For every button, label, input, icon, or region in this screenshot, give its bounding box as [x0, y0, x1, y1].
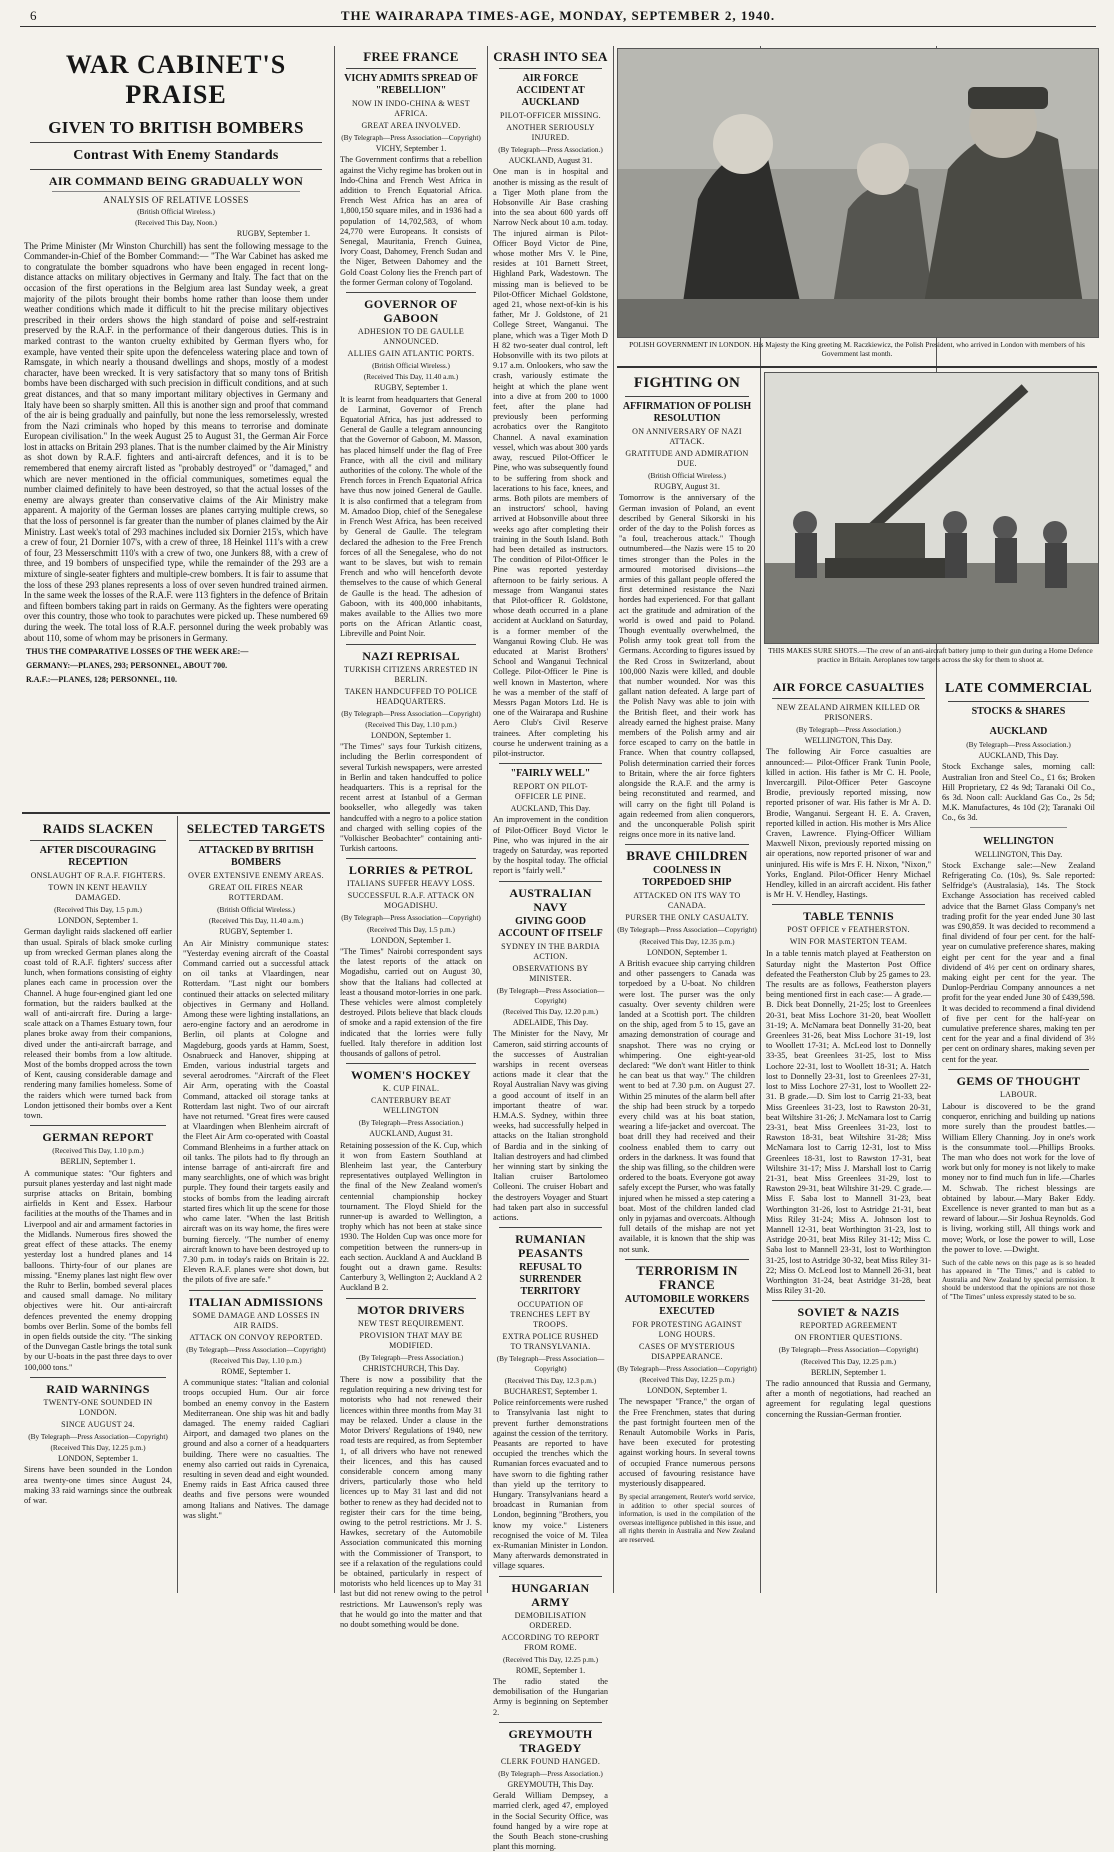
headline: RUMANIAN PEASANTS — [515, 1232, 586, 1261]
divider — [617, 366, 1097, 368]
subheadline: TWENTY-ONE SOUNDED IN LONDON. — [43, 1397, 153, 1417]
subheadline: SINCE AUGUST 24. — [61, 1419, 135, 1429]
received-line: (Received This Day, 1.10 p.m.) — [365, 719, 457, 729]
article-body: A communique states: "Our fighters and pursuit planes yesterday and last night made surprise attacks on Britain, bombing airfields in Kent and Essex. Harbour facilities at the mouths of the Thames and in Liverpool and air and armament factories in the Midlands. Numerous fires showed the great effect of these attacks. The enemy yesterday lost a hundred planes and 14 balloons. Thirty-four of our planes are missing. "Enemy planes last night flew over the Ruhr to Berlin, bombed several places and caused small damage. No military objectives were hit. Our anti-aircraft defences prevented the enemy dropping bombs over Berlin. Some of the bombs fell in open fields outside the city. "The sinking of the Dunvegan Castle brings the total sunk by our U-boats in the past three days to over 100,000 tons." — [24, 1168, 172, 1372]
article-body: The Minister for the Navy, Mr Cameron, said stirring accounts of the successes of Australian warships in recent overseas actions made it clear that the Royal Australian Navy was giving a good account of itself in an important theatre of war. H.M.A.S. Sydney, within three weeks, had successfully helped in attacks on the Italian stronghold of Bardia and in the sinking of Italian destroyers and had climbed her winning start by sinking the Italian cruiser Bartolomeo Colleoni. The cruiser Hobart and the destroyers Voyager and Stuart had taken part also in successful actions. — [493, 1029, 608, 1223]
photo-anti-aircraft-battery — [764, 372, 1099, 644]
headline: GERMAN REPORT — [42, 1130, 154, 1145]
source-line: (By Telegraph—Press Association—Copyright) — [778, 1345, 919, 1355]
column-rule — [177, 816, 178, 1593]
headline: NAZI REPRISAL — [362, 648, 460, 663]
column-rule — [613, 46, 614, 1593]
headline: LATE COMMERCIAL — [945, 681, 1092, 696]
photo-polish-government-image — [618, 49, 1098, 337]
subheadline: LABOUR. — [1000, 1089, 1037, 1099]
masthead: THE WAIRARAPA TIMES-AGE, MONDAY, SEPTEMBER 2, 1940. — [340, 8, 776, 23]
subheadline: AFFIRMATION OF POLISH RESOLUTION — [622, 401, 752, 424]
article-body: One man is in hospital and another is missing as the result of a Tiger Moth plane from the Hobsonville Air Base crashing into the sea about 600 yards off Narrow Neck about 10 a.m. today. The injured airman is Pilot-Officer Boyd Victor de Pine, whose mother Mrs V. le Pine, resides at 101 Barnett Street, Highland Park, Wadestown. The missing man is believed to be Pilot-Officer Michael Goldstone, aged 21, whose next-of-kin is his father, Mr J. Goldstone, of 21 College Street, Wanganui. The plane, which was a Tiger Moth D H 82 two-seater dual control, left Hobsonville with its two pilots at 9.17 a.m. Onlookers, who saw the crash, variously estimate the height at which the plane went into a dive at from 200 to 1000 feet, after the plane had previously been performing acrobatics over the Rangitoto Channel. A naval examination vessel, which was about 300 yards away, rescued Pilot-Officer le Pine, who was subsequently found to be suffering from shock and lacerations to his face, knees, and arms. Both pilots are members of an instructors' school, having arrived at Hobsonville about three weeks ago after completing their training in the South Island. Both had been detailed as instructors. The condition of Pilot-Officer le Pine was reported yesterday afternoon to be fairly serious. A message from Wanganui states that Pilot-officer R. Goldstone, whose death occurred in a plane accident at Auckland on Saturday, is a former member of the Wanganui Rowing Club. He was educated at Marist Brothers' School and Wanganui Technical College. Pilot-Officer le Pine is well known in Masterton, where he was a member of the staff of Messrs Pagan Motors Ltd. He is one of the Wairarapa and Rushine Aero Club's Civil Reserve trainees. After completing his course he underwent training as a pilot-instructor. — [493, 167, 608, 758]
headline: CRASH INTO SEA — [493, 49, 608, 64]
headline: GOVERNOR OF GABOON — [364, 297, 458, 326]
source-line: (By Telegraph—Press Association—Copyright) — [341, 133, 481, 142]
subheadline: GIVING GOOD ACCOUNT OF ITSELF — [498, 915, 603, 939]
subheadline: ON FRONTIER QUESTIONS. — [794, 1333, 903, 1343]
source-line: (British Official Wireless.) — [372, 361, 450, 371]
source-line: (By Telegraph—Press Association—Copyright) — [186, 1344, 326, 1354]
headline: AUSTRALIAN NAVY — [509, 885, 592, 914]
stats-raf: R.A.F.:—PLANES, 128; PERSONNEL, 110. — [26, 675, 178, 685]
dateline: CHRISTCHURCH, This Day. — [362, 1363, 460, 1373]
source-line: (By Telegraph—Press Association—Copyright) — [617, 925, 757, 935]
article-body: The radio announced that Russia and Germany, after a month of negotiations, had reached an agreement for regulating legal questions concerning the Russian-German frontier. — [766, 1378, 931, 1419]
subheadline: ATTACKED BY BRITISH BOMBERS — [198, 845, 314, 868]
subheadline: TOWN IN KENT HEAVILY DAMAGED. — [48, 883, 148, 902]
subheadline: ALLIES GAIN ATLANTIC PORTS. — [347, 349, 475, 359]
footnote: By special arrangement, Reuter's world service, in addition to other special sources of information, is used in the compilation of the overseas intelligence published in this issue, and all rights therein in Australia and New Zealand are reserved. — [619, 1493, 755, 1544]
subheadline: STOCKS & SHARES — [971, 706, 1066, 717]
received-line: (Received This Day, 11.40 a.m.) — [208, 916, 304, 926]
dateline: LONDON, September 1. — [371, 935, 451, 945]
headline: HUNGARIAN ARMY — [511, 1580, 590, 1609]
dateline: RUGBY, September 1. — [374, 383, 448, 393]
subheadline: AIR COMMAND BEING GRADUALLY WON — [48, 174, 304, 188]
dateline: RUGBY, August 31. — [654, 482, 720, 492]
subheadline: OVER EXTENSIVE ENEMY AREAS. — [188, 871, 324, 880]
dateline: AUCKLAND, August 31. — [508, 156, 593, 166]
subheadline: ANALYSIS OF RELATIVE LOSSES — [103, 195, 249, 205]
dateline: LONDON, September 1. — [371, 730, 451, 740]
source-line: (By Telegraph—Press Association—Copyright) — [496, 985, 605, 1005]
received-line: (Received This Day, 1.10 p.m.) — [210, 1355, 302, 1365]
article-body: The Government confirms that a rebellion against the Vichy regime has broken out in Indo-China and French West Africa in addition to French Equatorial Africa. French West Africa has an area of 1,800,150 square miles, and in 1936 had a population of 14,702,583, of whom 24,770 were Europeans. It consists of Senegal, Mauritania, French Guinea, Ivory Coast, Dahomey, French Sudan and the Niger, Between Dahomey and the Gold Coast Colony lies the French part of the former German colony of Togoland. — [340, 155, 482, 287]
masthead-bar — [20, 6, 1096, 27]
article-body: It is learnt from headquarters that General de Larminat, Governor of French Equatorial Africa, has just addressed to General de Gaulle a telegram announcing that the Governor of Gaboon, M. Masson, has placed himself under the flag of Free France, with all the civil and military authorities of the colony. The whole of the French forces in French Equatorial Africa have thus now joined General de Gaulle. It is also confirmed that a telegram from M. Amadoo Diop, chief of the Senegalese in French West Africa, has been received by General de Gaulle. The telegram declared the adhesion to the Free French forces of all the Senegalese, who do not want to be slaves, but wish to remain French and who will henceforth devote themselves to the cause of which General de Gaulle is the head. The adhesion of Gaboon, with its 400,000 inhabitants, makes available to the Allies two more ports on the African Atlantic coast, Libreville and Point Noir. — [340, 394, 482, 639]
column-1b — [181, 818, 331, 1595]
subheadline: REPORT ON PILOT-OFFICER LE PINE. — [513, 782, 588, 802]
subheadline: NEW ZEALAND AIRMEN KILLED OR PRISONERS. — [776, 703, 921, 722]
dateline: LONDON, September 1. — [58, 916, 138, 926]
subheadline: ITALIANS SUFFER HEAVY LOSS. — [347, 879, 475, 889]
dateline: BUCHAREST, September 1. — [503, 1386, 598, 1396]
divider — [22, 812, 330, 814]
subheadline: OBSERVATIONS BY MINISTER. — [512, 963, 589, 983]
dateline: AUCKLAND, August 31. — [369, 1129, 453, 1139]
received-line: (Received This Day, 12.25 p.m.) — [502, 1654, 599, 1664]
article-body: The radio stated the demobilisation of the Hungarian Army is beginning on September 2. — [493, 1676, 608, 1717]
dateline: GREYMOUTH, This Day. — [507, 1779, 594, 1789]
dateline: ROME, September 1. — [221, 1366, 291, 1376]
article-body: An Air Ministry communique states: "Yesterday evening aircraft of the Coastal Command carried out a successful attack on oil tanks at Vlaardingen, near Rotterdam. "Last night our bombers continued their attacks on selected military objectives in Germany and Holland. Among these were lighting installations, an aero-engine factory and an aerodrome in Berlin, oil plants at Cologne and Magdeburg, goods yards at Hamm, Soest, Osnabrueck and Hanover, shipping at Emden, various industrial targets and several aerodromes. "Aircraft of the Fleet Air Arm, operating with the Coastal Command, attacked oil storage tanks at Rotterdam last night. Two of our aircraft have not returned. "Great fires were caused at Vlaardingen when Blenheim aircraft of the Fleet Air Arm co-operated with Coastal Command Blenheims in a further attack on oil tanks. The pilots had to fly through an intense barrage of anti-aircraft fire and many searchlights, one of which was bright purple. They found their targets easily and stocks of bombs from the leading aircraft started fires which lit up the scene for those who came later. "When the last British aircraft was on its way home, the fires were burning fiercely. "The number of enemy aircraft known to have been destroyed up to 7.30 p.m. in today's raids on Britain is 22. Eleven R.A.F. planes were shot down, but the pilots of five are safe." — [183, 938, 329, 1285]
subheadline: CANTERBURY BEAT WELLINGTON — [371, 1096, 451, 1116]
subheadline: ANOTHER SERIOUSLY INJURED. — [506, 123, 595, 142]
stats-germany: GERMANY:—PLANES, 293; PERSONNEL, ABOUT 700. — [26, 661, 228, 671]
subheadline: COOLNESS IN TORPEDOED SHIP — [642, 865, 732, 889]
dateline: AUCKLAND, This Day. — [978, 751, 1059, 761]
column-4 — [617, 370, 757, 1595]
received-line: (Received This Day, 11.40 a.m.) — [363, 372, 459, 382]
source-line: (By Telegraph—Press Association.) — [966, 740, 1071, 749]
article-body: German daylight raids slackened off earlier than usual. Spirals of black smoke curling up from wrecked German planes along the coast told of R.A.F. fighters' success after lunch, when formations consisting of eighty planes each came in procession over the Channel. A huge four-engined giant led one formation, but the raiders baulked at the wall of anti-aircraft fire. During a large-scale attack on a Thames Estuary town, four planes broke away from their companions, dived under the anti-aircraft barrage, and released their bombs from a low altitude. Most of the bombs dropped across the town of Kent, causing considerable damage and rendering many families homeless. Some of the raiders which were turned back from London jettisoned their bombs over a Kent town. — [24, 927, 172, 1121]
dateline: LONDON, September 1. — [647, 947, 727, 957]
subheadline: PILOT-OFFICER MISSING. — [500, 111, 601, 120]
subheadline: DEMOBILISATION ORDERED. — [514, 1610, 587, 1630]
source-line: (By Telegraph—Press Association.) — [358, 1118, 464, 1128]
dateline: LONDON, September 1. — [58, 1454, 138, 1464]
article-body: A British evacuee ship carrying children and other passengers to Canada was torpedoed by a U-boat. No children were lost. The purser was the only casualty. Over seventy children were landed at a Scottish port. The children on the ship, aged from 5 to 15, gave an amazing demonstration of courage and snapshot. There was no crying or whimpering. One eight-year-old declared: "We don't want Hitler to think he can beat us that way." The children went to bed at 7.30 p.m. on August 27. Within 25 minutes of the alarm bell after the ship had been struck by a torpedo every child was at his boat station, wearing a life-jacket and overcoat. The boat drill they had received and their coolness enabled them to carry out orders in the darkness. It was found that the ship was filling, so the children were ordered to the boats. Everyone got away safely except the Purser, who was fatally injured when he missed a step catering a boat. Most of the children landed clad only in pyjamas and overcoats. Although full details of the mishap are not yet available, it is known that the ship was not sunk. — [619, 958, 755, 1254]
article-body: Stock Exchange sales, morning call: Australian Iron and Steel Co., £1 6s; Broken Hill Proprietary, £2 4s 9d; Taranaki Oil Co., 6s 3d. Noon call: Auckland Gas Co., 2s 5d; M.K. Manufactures, 4s 10d (2); Taranaki Oil Co., 6s 3d. — [942, 762, 1095, 823]
headline: ITALIAN ADMISSIONS — [188, 1294, 324, 1309]
source-line: (By Telegraph—Press Association—Copyright) — [341, 913, 481, 923]
headline: TABLE TENNIS — [803, 909, 894, 924]
article-body: Sirens have been sounded in the London area twenty-one times since August 24, making 33 raid warnings since the outbreak of war. — [24, 1465, 172, 1505]
subheadline: TURKISH CITIZENS ARRESTED IN BERLIN. — [344, 664, 478, 684]
column-2 — [338, 46, 484, 1629]
dateline: RUGBY, September 1. — [236, 229, 310, 239]
article-body: A communique states: "Italian and colonial troops occupied Hum. Our air force bombed an enemy convoy in the Eastern Mediterranean. One ship was hit and badly damaged. The enemy raided Cagliari Airport, and damaged two planes on the ground and also a corner of a headquarters building. There were no casualties. The enemy also carried out raids in Cyrenaica, resulting in seven dead and eight wounded. Enemy raids in East Africa caused three deaths and five persons were wounded among Italians and Natives. The damage was slight." — [183, 1378, 329, 1520]
subheadline-auckland: AUCKLAND — [989, 726, 1048, 737]
headline: "FAIRLY WELL" — [510, 768, 591, 780]
subheadline: GRATITUDE AND ADMIRATION DUE. — [625, 449, 749, 468]
subheadline: Contrast With Enemy Standards — [73, 148, 279, 163]
subheadline: FOR PROTESTING AGAINST LONG HOURS. — [632, 1319, 742, 1339]
subheadline: SUCCESSFUL R.A.F. ATTACK ON MOGADISHU. — [347, 891, 475, 911]
column-1a — [22, 818, 174, 1595]
subheadline: EXTRA POLICE RUSHED TO TRANSYLVANIA. — [502, 1332, 599, 1352]
subheadline: POST OFFICE v FEATHERSTON. — [787, 925, 910, 935]
article-body: Stock Exchange sale:—New Zealand Refrigerating Co. (10s), 9s. Sale reported: Selfridge's (Australasia), 14s. The Stock Exchange Association has received cabled advice that the Barnet Glass Company's net trading profit for the year ended June 30 last was £90,859. It was decided to recommend a final dividend of four per cent. for the half-year on cumulative preference shares, making eight per cent for the year and a final dividend of 4½ per cent on ordinary shares, making eight per cent for the year. The Dunlop-Perdriau Company announces a net profit for the year ended June 30 of £439,598. It was decided to recommend a final dividend of five per cent for the half-year on cumulative preference shares, making ten per cent for the year and a final dividend of 3½ per cent on ordinary shares, making seven per cent for the year. — [942, 860, 1095, 1064]
photo-caption: THIS MAKES SURE SHOTS.—The crew of an anti-aircraft battery jump to their gun during a Home Defence practice in Britain. Aeroplanes tow targets across the sky for them to shoot at. — [768, 646, 1093, 664]
source-line: (By Telegraph—Press Association.) — [796, 725, 901, 734]
received-line: (Received This Day, 1.5 p.m.) — [367, 924, 455, 934]
subheadline: AFTER DISCOURAGING RECEPTION — [39, 845, 157, 868]
subheadline: AUTOMOBILE WORKERS EXECUTED — [624, 1293, 750, 1317]
headline: AIR FORCE CASUALTIES — [772, 680, 925, 694]
headline: GEMS OF THOUGHT — [956, 1073, 1081, 1088]
headline: RAID WARNINGS — [46, 1381, 150, 1396]
received-line: (Received This Day, 12.35 p.m.) — [639, 936, 735, 946]
article-body: "The Times" says four Turkish citizens, including the Berlin correspondent of several Turkish newspapers, were arrested in Berlin and taken handcuffed to police headquarters. This is a reprisal for the recent arrest at Istanbul of a German bookseller, who allegedly was taken handcuffed with a negro to a police station and charged with selling copies of the "Volkischer Beobachter" containing anti-Turkish cartoons. — [340, 742, 482, 854]
dateline: AUCKLAND, This Day. — [510, 804, 591, 814]
subheadline: AIR FORCE ACCIDENT AT AUCKLAND — [516, 73, 585, 108]
source-line: (By Telegraph—Press Association—Copyright) — [28, 1431, 168, 1441]
headline: LORRIES & PETROL — [348, 863, 474, 878]
photo-caption: POLISH GOVERNMENT IN LONDON. His Majesty the King greeting M. Raczkiewicz, the Polish President, who arrived in London with members of his Government last month. — [629, 340, 1085, 358]
page-number: 6 — [30, 8, 38, 23]
subheadline: WIN FOR MASTERTON TEAM. — [789, 937, 908, 947]
photo-polish-government — [617, 48, 1099, 338]
dateline: ADELAIDE, This Day. — [512, 1018, 589, 1028]
subheadline: CASES OF MYSTERIOUS DISAPPEARANCE. — [639, 1341, 735, 1361]
column-6 — [940, 676, 1097, 1595]
article-body: Retaining possession of the K. Cup, which it won from Eastern Southland at Blenheim last year, the Canterbury representatives outplayed Wellington in the final of the New Zealand women's centennial championship hockey tournament. The Floyd Shield for the runner-up is awarded to Wellington, a trophy which has not been at stake since 1930. The Holden Cup was once more for competition between the runners-up in each section. Auckland A and Auckland B fought out a drawn game. Results: Canterbury 3, Wellington 2; Auckland A 2 Auckland B 2. — [340, 1140, 482, 1293]
headline: TERRORISM IN FRANCE — [636, 1262, 738, 1292]
dateline: ROME, September 1. — [515, 1665, 586, 1675]
received-line: (Received This Day, 12.3 p.m.) — [504, 1375, 597, 1385]
subheadline: ATTACK ON CONVOY REPORTED. — [189, 1332, 323, 1342]
received-line: (Received This Day, 1.10 p.m.) — [52, 1146, 144, 1156]
received-line: (Received This Day, Noon.) — [135, 218, 217, 228]
source-line: (By Telegraph—Press Association.) — [358, 1352, 464, 1362]
subheadline: ATTACKED ON ITS WAY TO CANADA. — [633, 891, 741, 911]
dateline: BERLIN, September 1. — [810, 1367, 887, 1377]
dateline: VICHY, September 1. — [375, 144, 447, 154]
source-line: (By Telegraph—Press Association—Copyright) — [617, 1363, 757, 1373]
received-line: (Received This Day, 12.20 p.m.) — [502, 1007, 599, 1017]
subheadline: SYDNEY IN THE BARDIA ACTION. — [501, 941, 600, 961]
headline: SOVIET & NAZIS — [797, 1305, 900, 1320]
column-5 — [764, 676, 933, 1595]
headline: FIGHTING ON — [633, 375, 741, 391]
dateline: WELLINGTON, This Day. — [974, 849, 1063, 859]
headline: WAR CABINET'S PRAISE — [65, 50, 287, 109]
article-body: The Prime Minister (Mr Winston Churchill) has sent the following message to the Commander-in-Chief of the Bomber Command:— "The War Cabinet has asked me to congratulate the bomber squadrons who have been engaged in recent long-distance attacks on military objectives in Germany and Italy. The fact that on the occasion of the first operations in the Belgium area last Sunday week, a great majority of the pilots brought their bombs home rather than loose them under weather conditions which made it difficult to hit the precise military objectives prescribed in their orders shows the high standard of poise and self-restraint preserved by the R.A.F. in the performance of their dangerous duties. This is in marked contrast to the wanton cruelty exhibited by German flyers who, for example, have vented their spite upon the defenceless watering place and town of Ramsgate, in which nearly a thousand dwellings and shops, mostly of a modest character, have been wrecked. It is very satisfactory that so many tons of British bombs have been discharged with such precision in difficult conditions, and at such great distances, and that so many important military objectives in Germany and Italy have been so sharply smitten. All this is another sign and proof that command of the air is being gradually and painfully, but none the less remorselessly, wrested from the Nazi criminals who hoped by this means to terrorise and dominate European civilisation." In the week August 25 to August 31, the German Air Force lost in attacks on Britain 293 planes. That is the number claimed by the Air Ministry as shot down by R.A.F. fighters and anti-aircraft defences, and it is to be remembered that enemy aircraft listed as "probably destroyed" or "damaged," and which are never mentioned in the official communiques, sometimes equal the number claimed definitely to have been destroyed, so that the actual losses of the enemy are always greater than conservative claims of the Air Ministry make apparent. A majority of the German losses are planes carrying multiple crews, so that the loss of personnel is far greater than the number of planes claimed by the Air Ministry. Last week's total of 293 machines included six Dornier 215's, which have a crew of four, 21 Dornier 107's, with a crew of three, 18 Heinkel 111's with a crew of four, 23 Messerschmitt 110's with a crew of two, one Junkers 88, with a crew of three, and 19 bombers of unspecified type, while the remainder of the 293 are a mixture of single-seater fighters and multiple-crew bombers. It is fair to assume that the loss of these 293 planes represents a loss of over seven hundred trained airmen. In the same week the losses of the R.A.F. were 113 fighters in the defence of Britain and fifteen bombers taking part in raids on Germany. As the fighters were operating over this country, those who took to parachutes were picked up. These numbered 69 during the week. The total loss of R.A.F. personnel during the week probably was about 110, some of whom may be prisoners in Germany. — [24, 240, 328, 643]
source-line: (British Official Wireless.) — [217, 905, 295, 914]
headline: BRAVE CHILDREN — [626, 848, 748, 864]
subheadline: GREAT OIL FIRES NEAR ROTTERDAM. — [208, 883, 304, 902]
subheadline: ON ANNIVERSARY OF NAZI ATTACK. — [632, 427, 742, 446]
headline: GREYMOUTH TRAGEDY — [508, 1726, 593, 1755]
received-line: (Received This Day, 12.25 p.m.) — [800, 1356, 897, 1366]
subheadline: ADHESION TO DE GAULLE ANNOUNCED. — [357, 327, 465, 347]
subheadline: CLERK FOUND HANGED. — [500, 1756, 601, 1766]
headline: MOTOR DRIVERS — [357, 1302, 465, 1317]
received-line: (Received This Day, 12.25 p.m.) — [50, 1442, 146, 1452]
headline: FREE FRANCE — [363, 49, 459, 64]
source-line: (British Official Wireless.) — [137, 207, 215, 216]
article-war-cabinet — [22, 50, 330, 810]
subheadline: GREAT AREA INVOLVED. — [361, 121, 461, 130]
subheadline: VICHY ADMITS SPREAD OF "REBELLION" — [344, 73, 478, 96]
subheadline: REFUSAL TO SURRENDER TERRITORY — [519, 1262, 582, 1298]
dateline: BERLIN, September 1. — [60, 1157, 136, 1167]
headline: RAIDS SLACKEN — [42, 821, 154, 836]
subheadline-wellington: WELLINGTON — [983, 835, 1054, 847]
dateline: RUGBY, September 1. — [219, 927, 293, 937]
stats-title: THUS THE COMPARATIVE LOSSES OF THE WEEK ARE:— — [26, 647, 249, 657]
article-body: "The Times" Nairobi correspondent says the latest reports of the attack on Mogadishu, carried out on August 30, show that the Italians had collected at least a thousand motor-lorries in one park. These vehicles were almost completely destroyed. Pilots believe that black clouds of smoke and a rapid extension of the fire indicated that the lorries were fully fuelled. Italy therefore in addition lost thousands of gallons of petrol. — [340, 946, 482, 1059]
footnote: Such of the cable news on this page as is so headed has appeared in "The Times," and is cabled to Australia and New Zealand by special permission. It should be understood that the opinions are not those of "The Times" unless expressly stated to be so. — [942, 1258, 1095, 1301]
subheadline: ONSLAUGHT OF R.A.F. FIGHTERS. — [30, 871, 166, 880]
subheadline: NEW TEST REQUIREMENT. — [358, 1318, 464, 1328]
subheadline: NOW IN INDO-CHINA & WEST AFRICA. — [351, 99, 470, 118]
article-body: Police reinforcements were rushed to Transylvania last night to prevent further demonstrations against the cession of the territory. Peasants are reported to have occupied the trenches which the Rumanian forces evacuated and to have sworn to die fighting rather than yield up the territory to Hungary. Transylvanians heard a broadcast in Rumanian from London, beginning "Brothers, you know my voice." Listeners recognised the voice of M. Tilea ex-Rumanian Minister in London. Many afterwards demonstrated in village squares. — [493, 1398, 608, 1571]
received-line: (Received This Day, 1.5 p.m.) — [54, 905, 142, 914]
dateline: LONDON, September 1. — [647, 1386, 727, 1396]
column-3 — [491, 46, 610, 1852]
headline: SELECTED TARGETS — [186, 821, 326, 836]
article-body: Gerald William Dempsey, a married clerk, aged 47, employed in the Social Security Office, was found hanged by a wire rope at the South Beach stone-crushing plant this morning. — [493, 1791, 608, 1852]
subheadline: GIVEN TO BRITISH BOMBERS — [48, 118, 304, 137]
article-body: The newspaper "France," the organ of the Free Frenchmen, states that during the past fortnight fourteen men of the Renault Automobile Works in Paris, have been executed for protesting against working hours. In several towns of occupied France numerous persons accused of favouring resistance have mysteriously disappeared. — [619, 1397, 755, 1489]
subheadline: OCCUPATION OF TRENCHES LEFT BY TROOPS. — [510, 1300, 591, 1330]
subheadline: K. CUP FINAL. — [382, 1084, 440, 1094]
source-line: (By Telegraph—Press Association—Copyright) — [341, 708, 481, 718]
article-body: The following Air Force casualties are announced:— Pilot-Officer Frank Tunin Poole, killed in action. His father is Mr C. H. Poole, Invercargill. Pilot-Officer Peter Gascoyne Brodie, previously reported missing, now reported prisoner of war. His father is Mr A. D. Brodie, Wanganui. Sergeant H. E. A. Craven, reported killed in action. His mother is Mrs Alice Craven, Lawrence. Flying-Officer William Maxwell Nixon, previously reported missing on air operations, now reported prisoner of war and uninjured. His wife is Mrs F. H. Nixon, "Nixon," Yorks, England. Pilot-Officer Henry Michael Hendley, killed in an aircraft accident. His father is Mr H. V. Hendley, Hastings. — [766, 747, 931, 900]
article-body: Labour is discovered to be the grand conqueror, enriching and building up nations more surely than the proudest battles.—William Ellery Channing. Joy in one's work is the consummate tool.—Phillips Brooks. The man who does not work for the love of work but only for money is not likely to make money nor to find much fun in life.—Charles M. Schwab. The richest blessings are obtained by labour.—Mary Baker Eddy. Excellence is never granted to man but as a reward of labour.—Sir Joshua Reynolds. God is living, working still, All things work and move; Work, or lose the power to will, Lose the power to love. —Dwight. — [942, 1101, 1095, 1254]
source-line: (By Telegraph—Press Association.) — [498, 1768, 603, 1778]
subheadline: TAKEN HANDCUFFED TO POLICE HEADQUARTERS. — [344, 686, 478, 706]
received-line: (Received This Day, 12.25 p.m.) — [639, 1375, 735, 1385]
article-body: There is now a possibility that the regulation requiring a new driving test for motorists who had not renewed their licences within three months from May 31 may be relaxed. Under a clause in the Motor Drivers' Regulations of 1940, new road tests are required, as from September 1, of all drivers who have not renewed their licences, and this has caused considerable concern among many drivers, particularly those who held licences up to May 31 last and did not bother to renew as they had decided not to register their cars for the time being, owing to the petrol restrictions. Mr J. S. Hawkes, secretary of the Automobile Association communicated this morning with the Commissioner of Transport, to see if a relaxation of the regulations could be obtained, particularly in respect of motorists who held licences up to May 31 last but did not renew owing to the petrol restrictions. Mr Lauwenson's reply was that he would go into the matter and that no doubt something would be done. — [340, 1375, 482, 1629]
column-rule — [487, 46, 488, 1593]
article-body: In a table tennis match played at Featherston on Saturday night the Masterton Post Office defeated the Featherston Club by 25 games to 23. The results are as follows, Featherston players being mentioned first in each case:— A grade.—B. Dick beat Donnelly, 21-25; lost to Greenlees 20-31, beat Miss Lochore 31-20, beat Woollett 31-19; A. McNamara beat Donnelly 31-20, beat Greenlees 31-26, beat Miss Lochore 31-19, lost to Woollett 17-31; A. McLeod lost to Donnelly 33-35, beat Greenlees 31-25, lost to Miss Lochore 22-31, lost to Woollett 18-31; A. Hatch lost to Donnelly 23-31, lost to Greenlees 27-31, lost to Miss Lochore 27-31, lost to Woollett 22-31. B grade.—D. Sim lost to Carrig 21-33, beat Miss Greenlees 31-23, lost to Rawston 20-31, beat Wiltshire 31-26; J. McNamara lost to Carrig 23-31, beat Miss Greenlees 31-23, lost to Rawston 18-31, beat Wiltshire 31-28; Miss McNamara lost to Carrig 12-31, lost to Miss Greenlees 18-31, lost to Rawston 17-31, beat Wiltshire 31-17; Miss J. Marshall lost to Carrig 21-31, beat Miss Greenlees 31-29, lost to Rawston 29-31, beat Wiltshire 31-29. C grade.—Miss F. Saba lost to Mannell 31-23, beat Worthington 31-26, lost to Astridge 21-31, beat Miss Riley 31-24; Miss A. Johnson lost to Mannell 12-31, beat Worthington 31-23, lost to Astridge 20-31, beat Miss Riley 31-12; Miss C. Saba lost to Mannell 23-31, lost to Worthington 31-25, lost to Astridge 30-32, beat Miss Riley 31-22; Miss O. McLeod lost to Mannell 26-31, beat Worthington 31-24, beat Astridge 31-28, beat Miss Riley 31-20. — [766, 949, 932, 1296]
source-line: (British Official Wireless.) — [648, 471, 726, 480]
dateline: WELLINGTON, This Day. — [804, 736, 893, 746]
subheadline: REPORTED AGREEMENT — [799, 1321, 898, 1331]
source-line: (By Telegraph—Press Association—Copyright) — [496, 1354, 605, 1374]
source-line: (By Telegraph—Press Association.) — [498, 145, 603, 154]
headline: WOMEN'S HOCKEY — [351, 1068, 471, 1083]
subheadline: ACCORDING TO REPORT FROM ROME. — [501, 1632, 600, 1652]
column-rule — [334, 46, 335, 1593]
article-body: An improvement in the condition of Pilot-Officer Boyd Victor le Pine, who was injured in the air tragedy on Saturday, was reported by the hospital today. The official report is "fairly well." — [493, 815, 608, 876]
article-body: Tomorrow is the anniversary of the German invasion of Poland, an event described by General Sikorski in his order of the day to the Polish forces as "a foul, treacherous attack." Though outnumbered—the Nazis were 15 to 20 times stronger than the Poles in the armoured motorised divisions—the armies of this gallant people offered the first determined resistance the Nazi hordes had experienced. For that gallant act the gratitude and admiration of the world is owed and paid to Poland. Though eventually overwhelmed, the Polish army took great toll from the Germans. According to figures issued by the Red Cross in Switzerland, about 100,000 Nazis were killed, and double that number wounded. Nor was this gallant nation defeated. A large part of the Polish Navy was able to join with the British fleet, and their work has already earned the highest praise. Many members of the Polish army and air force escaped to carry on the battle in France. When that country collapsed, Polish determination carried their forces to Britain, where the air force fighters alongside the R.A.F. and the army is being reconstituted and rearmed, and will carry on the fight till Poland is again redeemed from alien conquerors, and the unconquerable Polish spirit reigns once more in its native land. — [619, 493, 755, 840]
subheadline: PURSER THE ONLY CASUALTY. — [625, 913, 749, 923]
photo-anti-aircraft-battery-image — [765, 373, 1098, 643]
subheadline: PROVISION THAT MAY BE MODIFIED. — [359, 1330, 463, 1350]
subheadline: SOME DAMAGE AND LOSSES IN AIR RAIDS. — [192, 1310, 320, 1330]
